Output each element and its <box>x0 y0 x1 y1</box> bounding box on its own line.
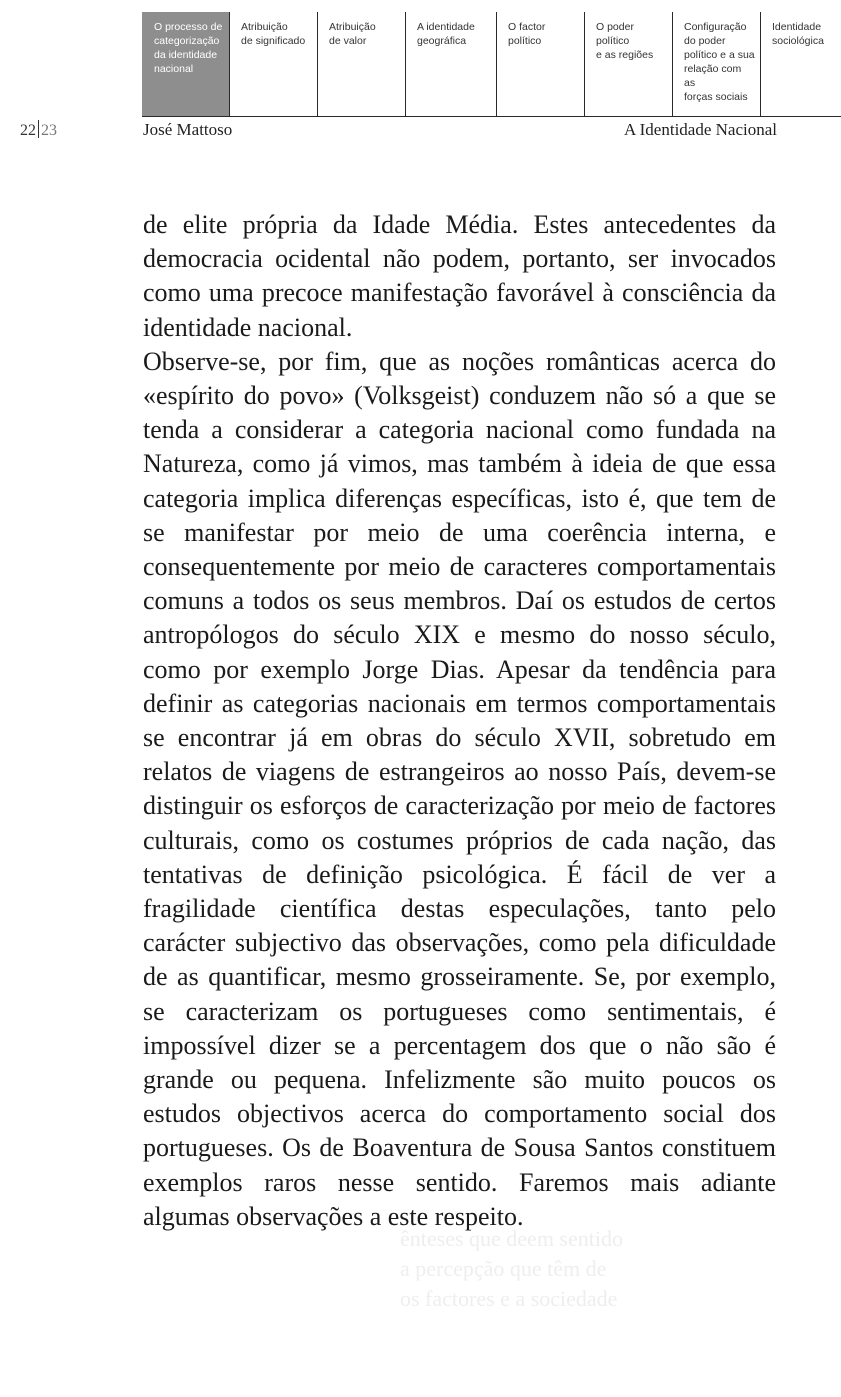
bleed-through-line: a percepção que têm de <box>400 1256 607 1281</box>
header-rule <box>142 116 841 117</box>
running-head-author: José Mattoso <box>143 120 233 139</box>
tab-atribuicao-significado[interactable]: Atribuição de significado <box>229 12 317 116</box>
tab-identidade-sociologica[interactable]: Identidade sociológica <box>760 12 841 116</box>
paragraph: de elite própria da Idade Média. Estes antecedentes da democracia ocidental não podem, portanto, ser invocados como uma precoce manifestação favorável à consciência da identidade nacional. <box>143 210 776 342</box>
chapter-tabs <box>142 12 841 116</box>
paragraph: Observe-se, por fim, que as noções românticas acerca do «espírito do povo» (Volksgeist) conduzem não só a que se tenda a considerar a categoria nacional como fundada na Natureza, como já vimos, mas também à ideia de que essa categoria implica diferenças específicas, isto é, que tem de se manifestar por meio de uma coerência interna, e consequentemente por meio de caracteres comportamentais comuns a todos os seus membros. Daí os estudos de certos antropólogos do século XIX e mesmo do nosso século, como por exemplo Jorge Dias. Apesar da tendência para definir as categorias nacionais em termos comportamentais se encontrar já em obras do século XVII, sobretudo em relatos de viagens de estrangeiros ao nosso País, devem-se distinguir os esforços de caracterização por meio de factores culturais, como os costumes próprios de cada nação, das tentativas de definição psicológica. É fácil de ver a fragilidade científica destas especulações, tanto pelo carácter subjectivo das observações, como pela dificuldade de as quantificar, mesmo grosseiramente. Se, por exemplo, se caracterizam os portugueses como sentimentais, é impossível dizer se a percentagem dos que o não são é grande ou pequena. Infelizmente são muito poucos os estudos objectivos acerca do comportamento social dos portugueses. Os de Boaventura de Sousa Santos constituem exemplos raros nesse sentido. Faremos mais adiante algumas observações a este respeito. <box>143 346 776 1231</box>
body-text <box>143 208 776 1234</box>
running-head-title: A Identidade Nacional <box>624 120 777 139</box>
bleed-through-line: ênteses que deem sentido <box>400 1226 623 1251</box>
bleed-through-text <box>400 1224 780 1314</box>
tab-identidade-geografica[interactable]: A identidade geográfica <box>405 12 496 116</box>
page-numbers <box>20 120 57 140</box>
page-divider <box>38 120 39 138</box>
page-number-left: 22 <box>20 122 36 139</box>
tab-factor-politico[interactable]: O factor político <box>496 12 584 116</box>
tab-atribuicao-valor[interactable]: Atribuição de valor <box>317 12 405 116</box>
tab-processo-categorizacao[interactable]: O processo de categorização da identidade nacional <box>142 12 229 116</box>
tab-poder-politico-regioes[interactable]: O poder político e as regiões <box>584 12 672 116</box>
bleed-through-line: os factores e a sociedade <box>400 1286 618 1311</box>
page-number-right: 23 <box>41 122 57 139</box>
tab-configuracao-poder[interactable]: Configuração do poder político e a sua relação com as forças sociais <box>672 12 760 116</box>
